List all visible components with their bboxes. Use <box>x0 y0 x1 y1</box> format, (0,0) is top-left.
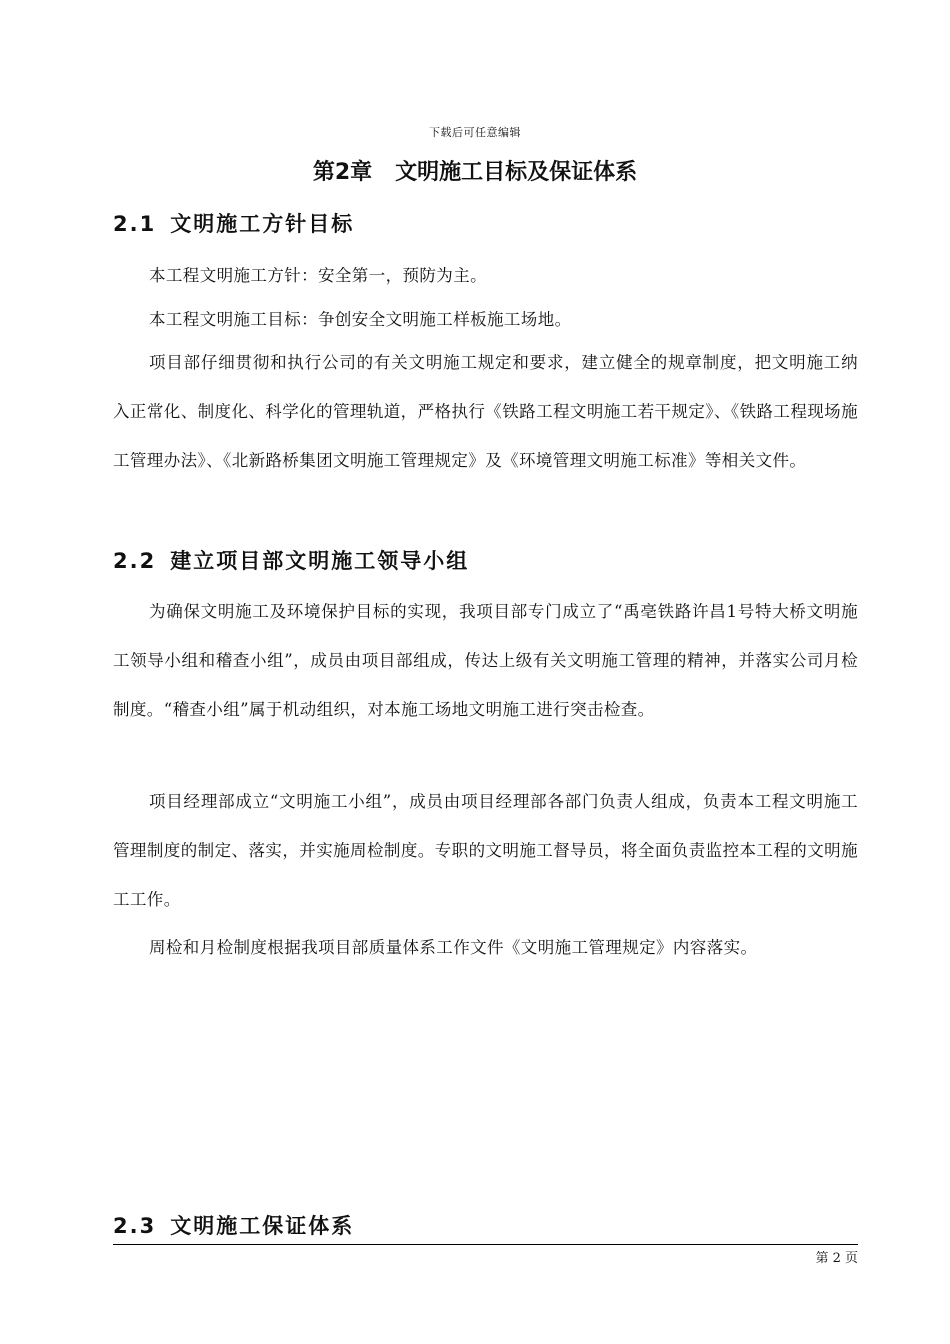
section-heading-2-3 <box>113 1210 354 1240</box>
paragraph: 项目经理部成立“文明施工小组”，成员由项目经理部各部门负责人组成，负责本工程文明施工管理制度的制定、落实，并实施周检制度。专职的文明施工督导员，将全面负责监控本工程的文明施工工作。 <box>113 792 858 909</box>
section-heading-2-2 <box>113 545 469 575</box>
paragraph: 本工程文明施工方针：安全第一，预防为主。 <box>149 266 487 285</box>
section-number: 2.2 <box>113 549 157 573</box>
section-title: 文明施工方针目标 <box>170 212 355 236</box>
chapter-title: 第2章 文明施工目标及保证体系 <box>312 160 638 185</box>
page-number: 第 2 页 <box>815 1251 858 1266</box>
section-title: 文明施工保证体系 <box>170 1214 355 1238</box>
paragraph: 项目部仔细贯彻和执行公司的有关文明施工规定和要求，建立健全的规章制度，把文明施工纳入正常化、制度化、科学化的管理轨道，严格执行《铁路工程文明施工若干规定》、《铁路工程现场施工管理办法》、《北新路桥集团文明施工管理规定》及《环境管理文明施工标准》等相关文件。 <box>113 353 858 470</box>
paragraph: 本工程文明施工目标：争创安全文明施工样板施工场地。 <box>149 310 572 329</box>
header-note: 下载后可任意编辑 <box>429 126 521 139</box>
section-title: 建立项目部文明施工领导小组 <box>170 549 470 573</box>
paragraph: 为确保文明施工及环境保护目标的实现，我项目部专门成立了“禹亳铁路许昌1号特大桥文明施工领导小组和稽查小组”，成员由项目部组成，传达上级有关文明施工管理的精神，并落实公司月检制度。“稽查小组”属于机动组织，对本施工场地文明施工进行突击检查。 <box>113 602 858 719</box>
section-number: 2.3 <box>113 1214 157 1238</box>
paragraph: 周检和月检制度根据我项目部质量体系工作文件《文明施工管理规定》内容落实。 <box>149 938 758 957</box>
section-heading-2-1 <box>113 208 354 238</box>
footer-rule <box>113 1244 858 1245</box>
section-number: 2.1 <box>113 212 157 236</box>
